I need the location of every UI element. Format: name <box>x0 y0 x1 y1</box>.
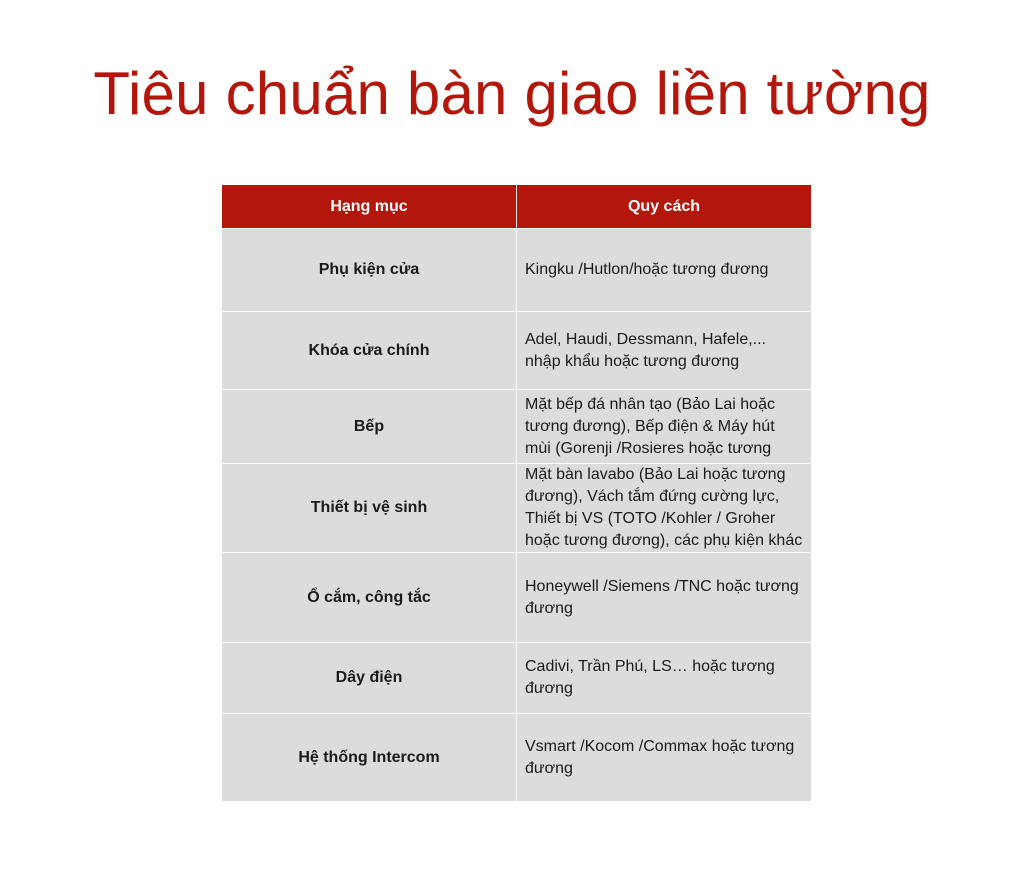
row-specification-text: Mặt bếp đá nhân tạo (Bảo Lai hoặc tương đương), Bếp điện & Máy hút mùi (Gorenji /Rosieres hoặc tương <box>525 395 775 457</box>
row-category: Phụ kiện cửa <box>222 229 517 312</box>
table-row <box>222 643 811 714</box>
row-specification <box>517 229 812 312</box>
row-specification <box>517 312 812 390</box>
row-category: Bếp <box>222 390 517 464</box>
row-specification <box>517 390 812 464</box>
row-category: Ổ cắm, công tắc <box>222 553 517 643</box>
header-category: Hạng mục <box>222 185 517 229</box>
table-row <box>222 714 811 802</box>
row-category: Khóa cửa chính <box>222 312 517 390</box>
row-specification-text: Vsmart /Kocom /Commax hoặc tương đương <box>525 737 795 777</box>
table-header-row <box>222 185 811 229</box>
page-title: Tiêu chuẩn bàn giao liền tường <box>93 60 931 127</box>
row-specification-text: Cadivi, Trần Phú, LS… hoặc tương đương <box>525 658 775 697</box>
row-specification-text: Honeywell /Siemens /TNC hoặc tương đương <box>525 577 799 617</box>
row-specification <box>517 643 812 714</box>
header-specification: Quy cách <box>517 185 812 229</box>
table-row <box>222 312 811 390</box>
row-category: Dây điện <box>222 643 517 714</box>
row-category: Hệ thống Intercom <box>222 714 517 802</box>
table-row <box>222 229 811 312</box>
row-specification-text: Adel, Haudi, Dessmann, Hafele,... nhập khẩu hoặc tương đương <box>525 330 767 370</box>
row-specification <box>517 553 812 643</box>
row-specification-text: Kingku /Hutlon/hoặc tương đương <box>525 261 769 278</box>
row-category: Thiết bị vệ sinh <box>222 464 517 553</box>
table-row <box>222 464 811 553</box>
row-specification <box>517 464 812 553</box>
handover-standards-table <box>222 185 811 801</box>
table-row <box>222 390 811 464</box>
row-specification <box>517 714 812 802</box>
row-specification-text: Mặt bàn lavabo (Bảo Lai hoặc tương đương), Vách tắm đứng cường lực, Thiết bị VS (TOTO /Kohler / Groher hoặc tương đương), các phụ kiện khác <box>525 466 803 549</box>
table-row <box>222 553 811 643</box>
